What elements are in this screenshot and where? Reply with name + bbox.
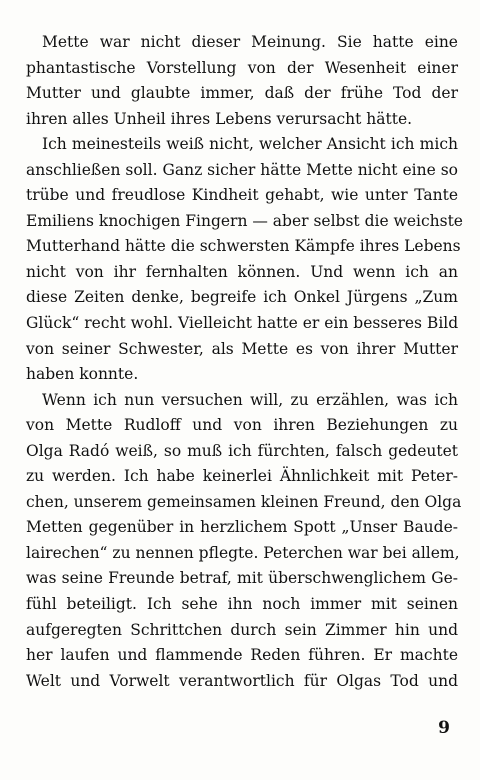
text-line-13: von seiner Schwester, als Mette es von ihrer Mutter (26, 339, 458, 358)
text-line-25: her laufen und flammende Reden führen. Er machte (26, 646, 458, 665)
body-text (26, 30, 463, 694)
text-line-16: von Mette Rudloff und von ihren Beziehungen zu (26, 416, 458, 435)
text-line-18: zu werden. Ich habe keinerlei Ähnlichkeit mit Peter- (26, 467, 458, 486)
text-line-19: chen, unserem gemeinsamen kleinen Freund, den Olga (26, 492, 462, 511)
text-line-22: was seine Freunde betraf, mit überschwenglichem Ge- (26, 569, 458, 588)
text-line-6: anschließen soll. Ganz sicher hätte Mette nicht eine so (26, 160, 458, 179)
text-line-17: Olga Radó weiß, so muß ich fürchten, falsch gedeutet (26, 441, 458, 460)
text-line-11: diese Zeiten denke, begreife ich Onkel Jürgens „Zum (26, 288, 458, 307)
text-line-10: nicht von ihr fernhalten können. Und wenn ich an (26, 262, 458, 281)
text-line-15: Wenn ich nun versuchen will, zu erzählen, was ich (42, 390, 458, 409)
text-line-7: trübe und freudlose Kindheit gehabt, wie unter Tante (26, 186, 458, 205)
text-line-5: Ich meinesteils weiß nicht, welcher Ansicht ich mich (42, 135, 458, 154)
text-line-2: phantastische Vorstellung von der Wesenheit einer (26, 58, 458, 77)
text-line-21: lairechen“ zu nennen pflegte. Peterchen war bei allem, (26, 543, 460, 562)
text-line-3: Mutter und glaubte immer, daß der frühe Tod der (26, 84, 458, 103)
text-line-9: Mutterhand hätte die schwersten Kämpfe ihres Lebens (26, 237, 461, 256)
page-number: 9 (438, 718, 450, 738)
text-line-23: fühl beteiligt. Ich sehe ihn noch immer mit seinen (26, 595, 458, 614)
text-line-4: ihren alles Unheil ihres Lebens verursacht hätte. (26, 109, 413, 128)
text-line-14: haben konnte. (26, 365, 139, 384)
text-line-12: Glück“ recht wohl. Vielleicht hatte er ein besseres Bild (26, 314, 459, 333)
text-line-24: aufgeregten Schrittchen durch sein Zimmer hin und (26, 620, 458, 639)
text-line-26: Welt und Vorwelt verantwortlich für Olgas Tod und (26, 671, 458, 690)
text-line-1: Mette war nicht dieser Meinung. Sie hatte eine (42, 33, 458, 51)
text-line-8: Emiliens knochigen Fingern — aber selbst die weichste (26, 211, 463, 230)
text-line-20: Metten gegenüber in herzlichem Spott „Unser Baude- (26, 518, 458, 537)
